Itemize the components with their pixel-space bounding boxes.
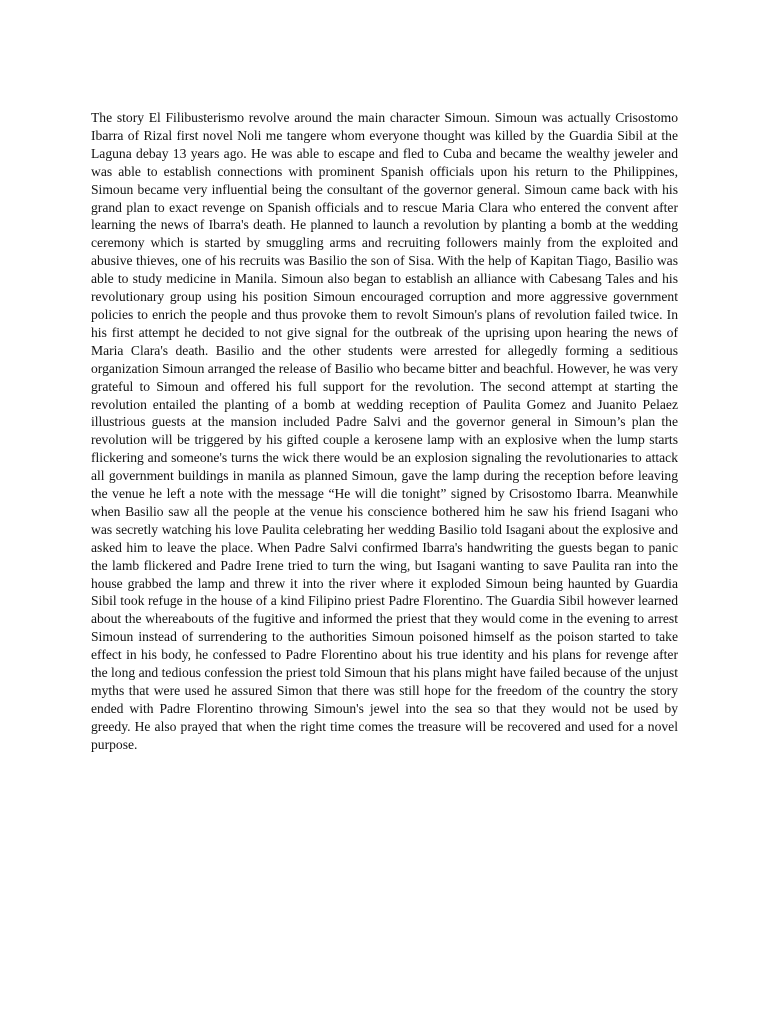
body-paragraph: The story El Filibusterismo revolve around the main character Simoun. Simoun was actually Crisostomo Ibarra of Rizal first novel Noli me tangere whom everyone thought was killed by the Guardia Sibil at the Laguna debay 13 years ago. He was able to escape and fled to Cuba and became the wealthy jeweler and was able to establish connections with prominent Spanish officials upon his return to the Philippines, Simoun became very influential being the consultant of the governor general. Simoun came back with his grand plan to exact revenge on Spanish officials and to rescue Maria Clara who entered the convent after learning the news of Ibarra's death. He planned to launch a revolution by planting a bomb at the wedding ceremony which is started by smuggling arms and recruiting followers mainly from the exploited and abusive thieves, one of his recruits was Basilio the son of Sisa. With the help of Kapitan Tiago, Basilio was able to study medicine in Manila. Simoun also began to establish an alliance with Cabesang Tales and his revolutionary group using his position Simoun encouraged corruption and more aggressive government policies to enrich the people and thus provoke them to revolt Simoun's plans of revolution failed twice. In his first attempt he decided to not give signal for the outbreak of the uprising upon hearing the news of Maria Clara's death. Basilio and the other students were arrested for allegedly forming a seditious organization Simoun arranged the release of Basilio who became bitter and beachful. However, he was very grateful to Simoun and offered his full support for the revolution. The second attempt at starting the revolution entailed the planting of a bomb at wedding reception of Paulita Gomez and Juanito Pelaez illustrious guests at the mansion included Padre Salvi and the governor general in Simoun’s plan the revolution will be triggered by his gifted couple a kerosene lamp with an explosive when the lump starts flickering and someone's turns the wick there would be an explosion signaling the revolutionaries to attack all government buildings in manila as planned Simoun, gave the lamp during the reception before leaving the venue he left a note with the message “He will die tonight” signed by Crisostomo Ibarra. Meanwhile when Basilio saw all the people at the venue his conscience bothered him he saw his friend Isagani who was secretly watching his love Paulita celebrating her wedding Basilio told Isagani about the explosive and asked him to leave the place. When Padre Salvi confirmed Ibarra's handwriting the guests began to panic the lamb flickered and Padre Irene tried to turn the wing, but Isagani wanting to save Paulita ran into the house grabbed the lamp and threw it into the river where it exploded Simoun being haunted by Guardia Sibil took refuge in the house of a kind Filipino priest Padre Florentino. The Guardia Sibil however learned about the whereabouts of the fugitive and informed the priest that they would come in the evening to arrest Simoun instead of surrendering to the authorities Simoun poisoned himself as the poison started to take effect in his body, he confessed to Padre Florentino about his true identity and his plans for revenge after the long and tedious confession the priest told Simoun that his plans might have failed because of the unjust myths that were used he assured Simon that there was still hope for the freedom of the country the story ended with Padre Florentino throwing Simoun's jewel into the sea so that they would not be used by greedy. He also prayed that when the right time comes the treasure will be recovered and used for a novel purpose. (91, 110, 678, 752)
